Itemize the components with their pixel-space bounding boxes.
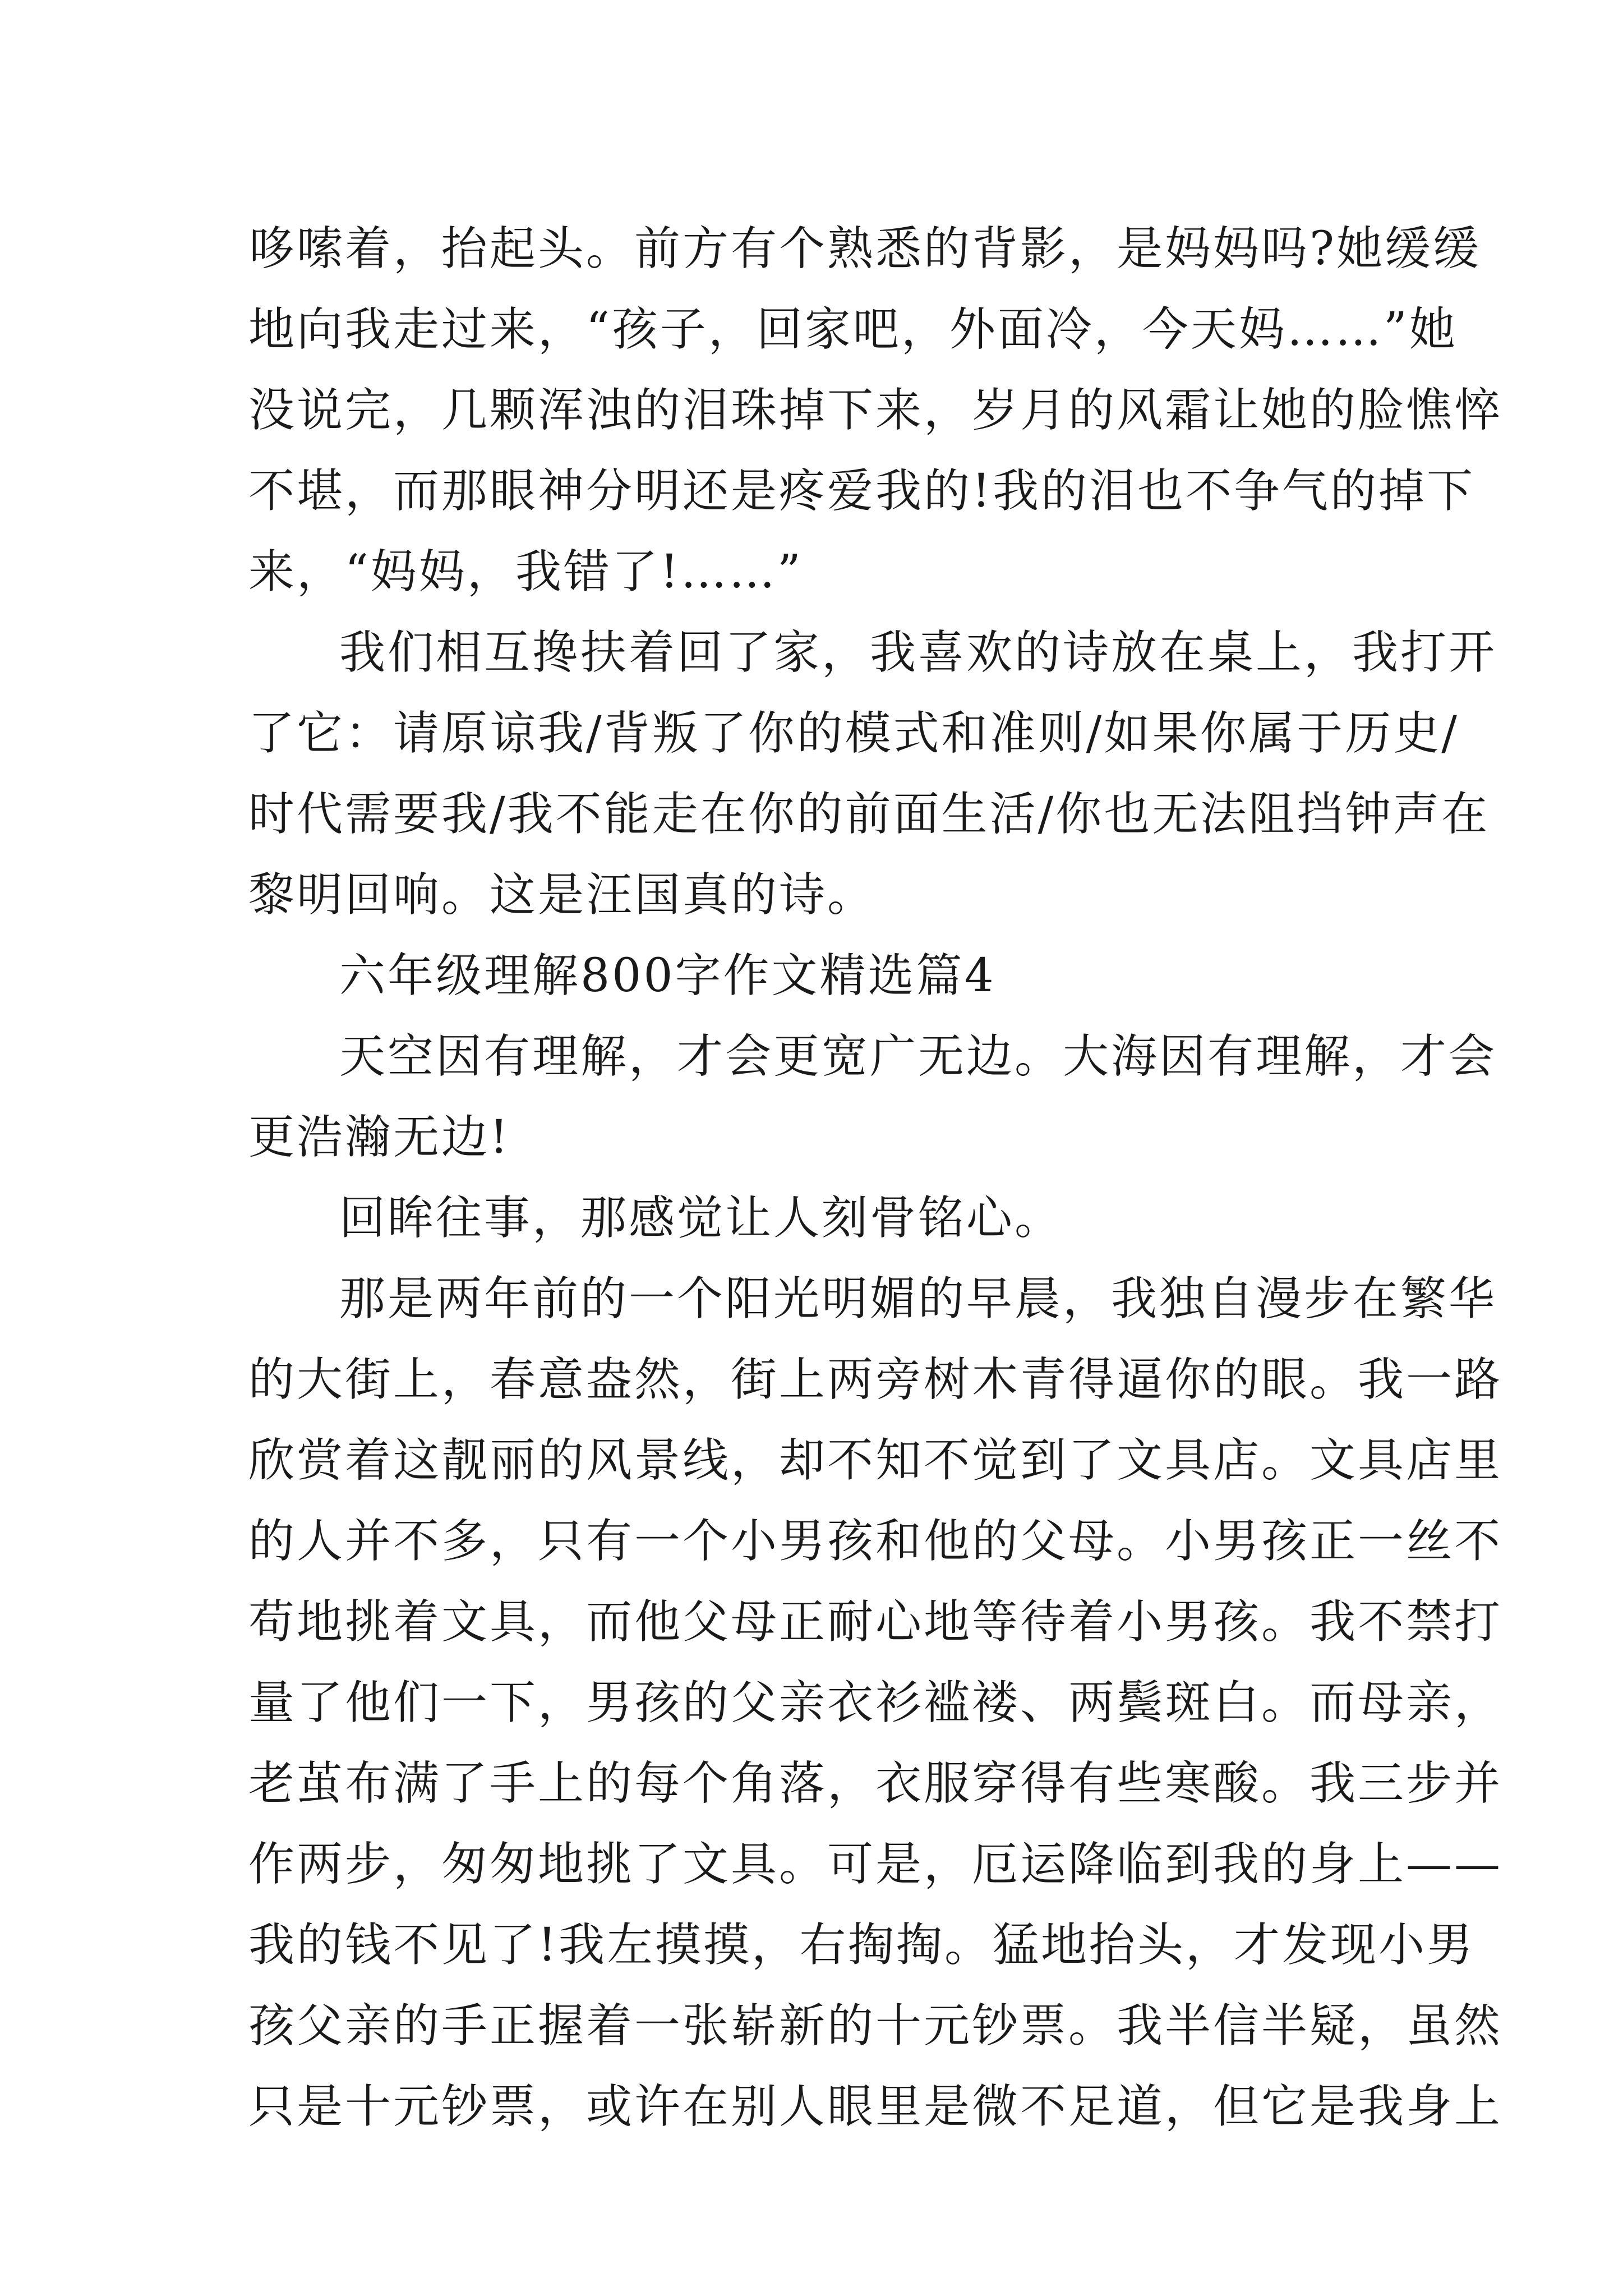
body-text xyxy=(248,209,1503,2147)
text-line: 天空因有理解，才会更宽广无边。大海因有理解，才会 xyxy=(339,1030,1497,1083)
text-line: 了它：请原谅我/背叛了你的模式和准则/如果你属于历史/ xyxy=(248,707,1459,760)
text-line: 来，“妈妈，我错了!……” xyxy=(248,545,803,599)
text-line: 孩父亲的手正握着一张崭新的十元钞票。我半信半疑，虽然 xyxy=(248,1999,1503,2053)
text-line: 哆嗦着，抬起头。前方有个熟悉的背影，是妈妈吗?她缓缓 xyxy=(248,222,1481,275)
text-line: 我们相互搀扶着回了家，我喜欢的诗放在桌上，我打开 xyxy=(339,626,1497,679)
text-line: 苟地挑着文具，而他父母正耐心地等待着小男孩。我不禁打 xyxy=(248,1595,1503,1649)
text-line: 我的钱不见了!我左摸摸，右掏掏。猛地抬头，才发现小男 xyxy=(248,1918,1475,1972)
text-line: 的人并不多，只有一个小男孩和他的父母。小男孩正一丝不 xyxy=(248,1515,1503,1568)
text-line: 作两步，匆匆地挑了文具。可是，厄运降临到我的身上—— xyxy=(248,1838,1503,1891)
text-line: 的大街上，春意盎然，街上两旁树木青得逼你的眼。我一路 xyxy=(248,1353,1503,1406)
text-line: 地向我走过来，“孩子，回家吧，外面冷，今天妈……”她 xyxy=(248,303,1458,356)
text-line: 只是十元钞票，或许在别人眼里是微不足道，但它是我身上 xyxy=(248,2080,1503,2133)
text-line: 更浩瀚无边! xyxy=(248,1111,510,1164)
text-line: 老茧布满了手上的每个角落，衣服穿得有些寒酸。我三步并 xyxy=(248,1757,1503,1810)
text-line: 没说完，几颗浑浊的泪珠掉下来，岁月的风霜让她的脸憔悴 xyxy=(248,384,1503,437)
text-line: 时代需要我/我不能走在你的前面生活/你也无法阻挡钟声在 xyxy=(248,788,1490,841)
text-line: 欣赏着这靓丽的风景线，却不知不觉到了文具店。文具店里 xyxy=(248,1434,1503,1487)
text-line: 量了他们一下，男孩的父亲衣衫褴褛、两鬓斑白。而母亲， xyxy=(248,1676,1503,1729)
text-line: 黎明回响。这是汪国真的诗。 xyxy=(248,868,876,922)
text-line: 回眸往事，那感觉让人刻骨铭心。 xyxy=(339,1191,1063,1245)
text-line: 那是两年前的一个阳光明媚的早晨，我独自漫步在繁华 xyxy=(339,1272,1497,1326)
section-heading: 六年级理解800字作文精选篇4 xyxy=(339,949,996,1002)
text-line: 不堪，而那眼神分明还是疼爱我的!我的泪也不争气的掉下 xyxy=(248,464,1475,518)
